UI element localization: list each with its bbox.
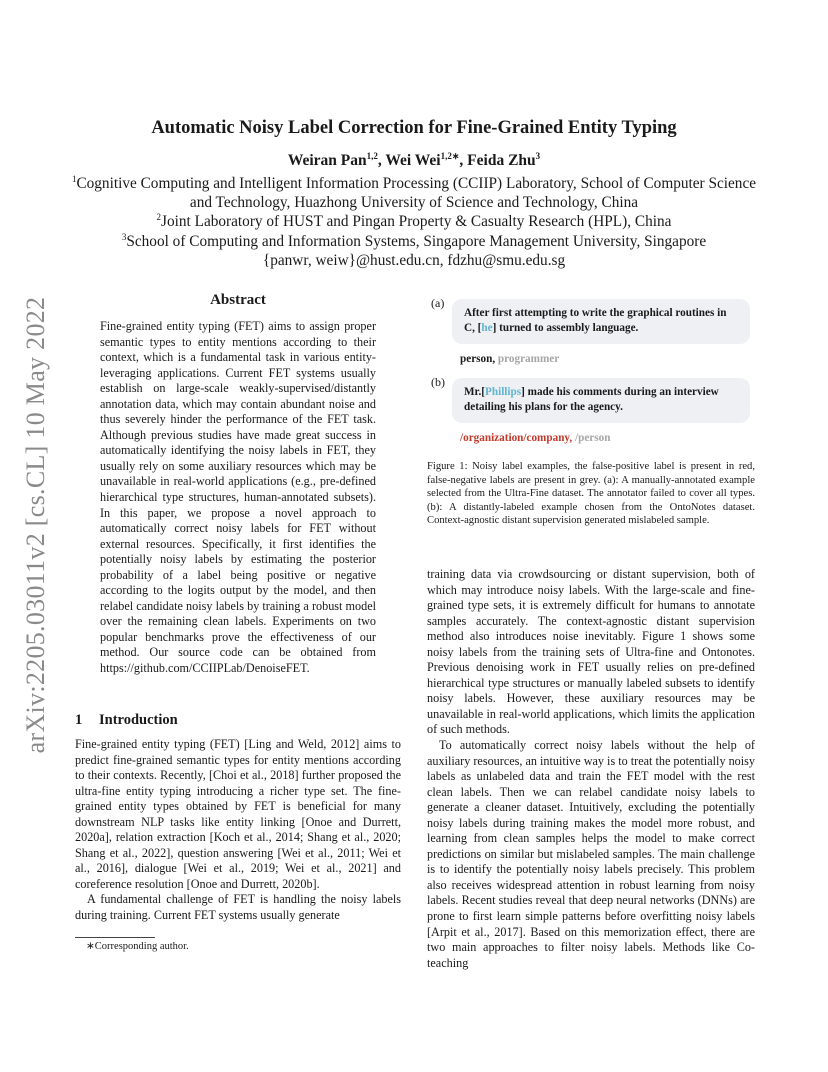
affiliation-mark: 2	[156, 212, 162, 223]
affiliation-item	[60, 232, 768, 251]
section-number: 1	[75, 712, 83, 728]
author-separator: ,	[377, 152, 386, 169]
affiliation-item	[60, 212, 768, 231]
example-sentence-bubble	[452, 299, 750, 344]
author-name: Wei Wei	[385, 152, 441, 169]
footnote-rule	[75, 937, 155, 938]
author-emails: {panwr, weiw}@hust.edu.cn, fdzhu@smu.edu.sg	[262, 251, 566, 269]
abstract-body: Fine-grained entity typing (FET) aims to assign proper semantic types to entity mentions according to their context, which is a fundamental task in various entity-leveraging applications. Current FET systems usually establish on large-scale weakly-supervised/distantly annotation data, which may contain abundant noise and thus severely hinder the performance of the FET task. Although previous studies have made great success in automatically identifying the noisy labels in FET, they usually rely on some auxiliary resources which may be unavailable in real-world applications (e.g., pre-defined hierarchical type structures, human-annotated subsets). In this paper, we propose a novel approach to automatically correct noisy labels for FET without external resources. Specifically, it first identifies the potentially noisy labels by estimating the posterior probability of a label being positive or negative according to the logits output by the model, and then relabel candidate noisy labels by training a robust model over the remaining clean labels. Experiments on two popular benchmarks prove the effectiveness of our method. Our source code can be obtained from https://github.com/CCIIPLab/DenoiseFET.	[100, 319, 376, 676]
author-affil-mark: 1,2∗	[440, 150, 460, 161]
author-name: Feida Zhu	[467, 152, 536, 169]
sentence-text: Mr.[	[464, 386, 486, 398]
false-positive-label: /organization/company	[460, 432, 570, 444]
footnote: ∗Corresponding author.	[86, 941, 189, 952]
author-name: Weiran Pan	[287, 152, 367, 169]
example-sentence-bubble	[452, 378, 750, 423]
author-separator: ,	[459, 152, 468, 169]
arxiv-watermark	[16, 290, 56, 760]
section-heading	[75, 712, 178, 729]
author-affil-mark: 3	[535, 150, 541, 161]
sentence-text: ] turned to assembly language.	[492, 321, 639, 334]
affiliation-mark: 3	[121, 231, 127, 242]
intro-text	[75, 737, 401, 924]
affiliation-text: School of Computing and Information Systems, Singapore Management University, Singapore	[126, 232, 707, 250]
author-list	[0, 152, 828, 170]
missing-label: programmer	[497, 353, 560, 365]
figure-caption: Figure 1: Noisy label examples, the false-positive label is present in red, false-negative labels are present in grey. (a): A manually-annotated example selected from the Ultra-Fine dataset. The annotator failed to cover all types. (b): A distantly-labeled example chosen from the OntoNotes dataset. Context-agnostic distant supervision generated mislabeled sample.	[427, 461, 755, 527]
paragraph: Fine-grained entity typing (FET) [Ling and Weld, 2012] aims to predict fine-grained semantic types for entity mentions according to their contexts. Recently, [Choi et al., 2018] further proposed the ultra-fine entity typing introducing a richer type set. The fine-grained entity types obtained by FET is beneficial for many downstream NLP tasks like entity linking [Onoe and Durrett, 2020a], relation extraction [Koch et al., 2014; Shang et al., 2020; Shang et al., 2022], question answering [Wei et al., 2011; Wei et al., 2016], dialogue [Wei et al., 2019; Wei et al., 2021] and coreference resolution [Onoe and Durrett, 2020b].	[75, 737, 401, 891]
abstract-heading: Abstract	[210, 292, 266, 308]
type-labels: /organization/company, /person	[460, 432, 611, 444]
affiliations	[60, 174, 768, 270]
paragraph: training data via crowdsourcing or distant supervision, both of which may introduce noisy labels. With the large-scale and fine-grained type sets, it is extremely difficult for humans to annotate samples accurately. The context-agnostic distant supervision method also introduces noise inevitably. Figure 1 shows some noisy labels from the training sets of Ultra-fine and Ontonotes. Previous denoising work in FET usually relies on pre-defined hierarchical type structures or manually labeled subsets to identify noisy labels. However, these auxiliary resources may be unavailable in real-world applications, which limits the application of such methods.	[427, 567, 755, 737]
paragraph: A fundamental challenge of FET is handling the noisy labels during training. Current FET systems usually generate	[75, 892, 401, 923]
figure-panel-label: (b)	[431, 375, 445, 389]
affiliation-item	[60, 174, 768, 212]
section-title: Introduction	[99, 712, 178, 728]
sentence-text: After first attempting to write the graphical routines in C, [	[464, 307, 727, 334]
entity-mention: Phillips	[485, 386, 522, 398]
affiliation-mark: 1	[71, 173, 77, 184]
affiliation-text: Cognitive Computing and Intelligent Information Processing (CCIIP) Laboratory, School of Computer Science and Technology, Huazhong University of Science and Technology, China	[76, 175, 757, 212]
paragraph: To automatically correct noisy labels without the help of auxiliary resources, an intuitive way is to treat the potentially noisy labels as unlabeled data and train the FET model with the rest clean labels. Then we can relabel candidate noisy labels to generate a cleaner dataset. Intuitively, excluding the potentially noisy labels during training makes the model more robust, and learning from clean samples helps the model to make correct predictions on similar but mislabeled samples. The main challenge is to identify the potentially noisy labels precisely. This problem also receives widespread attention in robust learning from noisy labels. Recent studies reveal that deep neural networks (DNNs) are prone to first learn simple patterns before overfitting noisy labels [Arpit et al., 2017]. Based on this memorization effect, there are two main approaches to filter noisy labels. Methods like Co-teaching	[427, 738, 755, 970]
paper-title: Automatic Noisy Label Correction for Fine-Grained Entity Typing	[151, 118, 677, 138]
missing-label: /person	[575, 432, 611, 444]
entity-mention: he	[481, 321, 493, 334]
sentence-text: ] made his comments during an interview detailing his plans for the agency.	[464, 386, 719, 413]
figure-panel-label: (a)	[431, 296, 445, 310]
affiliation-text: Joint Laboratory of HUST and Pingan Property & Casualty Research (HPL), China	[161, 213, 672, 231]
author-affil-mark: 1,2	[366, 150, 378, 161]
arxiv-id: arXiv:2205.03011v2 [cs.CL] 10 May 2022	[21, 296, 50, 754]
correct-label: person	[460, 353, 493, 365]
intro-text-continued	[427, 567, 755, 971]
type-labels: person, programmer	[460, 353, 560, 365]
